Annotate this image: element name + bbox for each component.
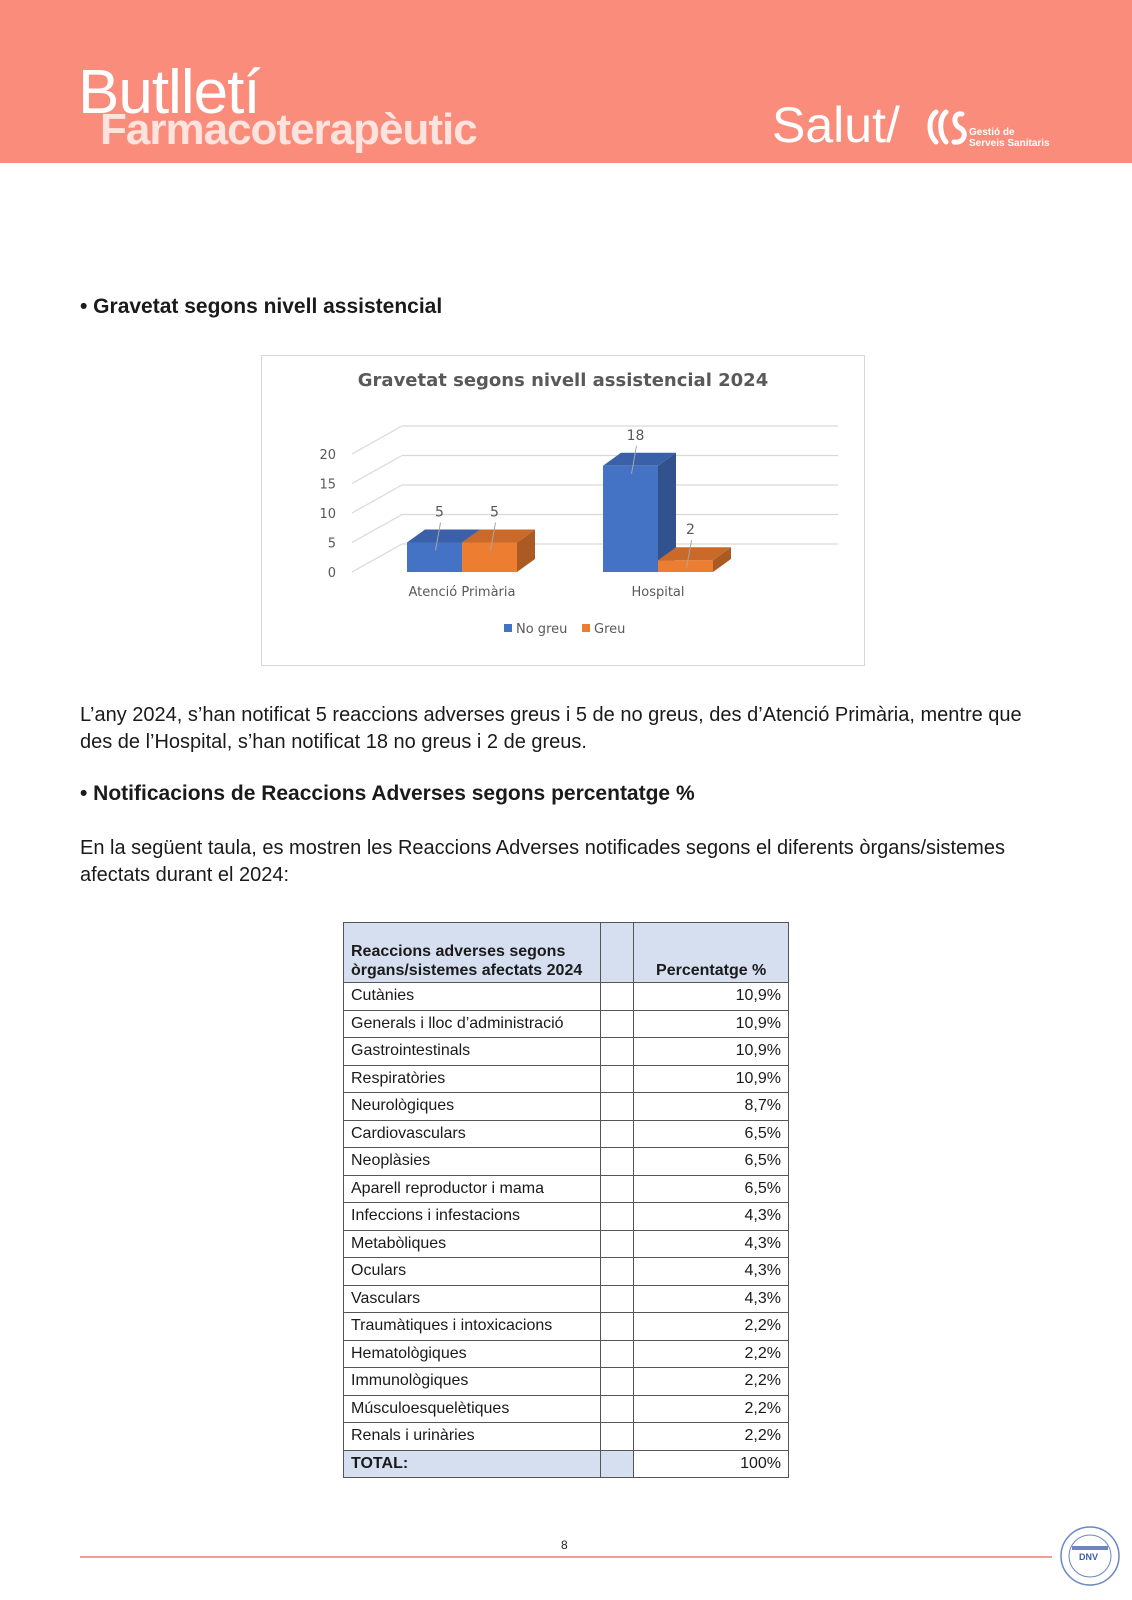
gridline-side [352,515,402,543]
total-percentage: 100% [634,1450,789,1478]
table-row [344,1258,789,1286]
org-name [969,127,1050,149]
table-header-label: Reaccions adverses segons òrgans/sistemes afectats 2024 [344,923,601,983]
row-percentage: 10,9% [634,983,789,1011]
bar-1-1 [658,560,713,572]
row-percentage: 2,2% [634,1395,789,1423]
row-label: Generals i lloc d’administració [344,1010,601,1038]
y-tick-label: 20 [319,448,336,463]
org-name-line2: Serveis Sanitaris [969,138,1050,149]
salut-logo-text: Salut/ [772,97,900,153]
legend-swatch [504,624,512,632]
row-spacer [601,1038,634,1066]
table-header-row [344,923,789,983]
row-label: Oculars [344,1258,601,1286]
footer-divider [80,1556,1052,1558]
table-row [344,983,789,1011]
y-tick-label: 5 [327,536,336,552]
row-label: Cardiovasculars [344,1120,601,1148]
row-percentage: 10,9% [634,1010,789,1038]
table-row [344,1395,789,1423]
table-row [344,1120,789,1148]
header-banner [0,0,1132,163]
gridline-side [352,485,402,513]
total-label: TOTAL: [344,1450,601,1478]
x-tick-label: Atenció Primària [408,585,516,600]
row-percentage: 2,2% [634,1423,789,1451]
gridline-side [352,426,402,454]
row-percentage: 4,3% [634,1230,789,1258]
row-spacer [601,1395,634,1423]
row-spacer [601,1093,634,1121]
chart-title: Gravetat segons nivell assistencial 2024 [357,370,769,391]
severity-chart [262,356,864,665]
row-label: Aparell reproductor i mama [344,1175,601,1203]
row-percentage: 2,2% [634,1368,789,1396]
row-label: Vasculars [344,1285,601,1313]
chart-container [261,355,865,666]
row-percentage: 4,3% [634,1285,789,1313]
brand-title: Butlletí [78,58,260,127]
table-row [344,1230,789,1258]
row-spacer [601,1368,634,1396]
table-header-percentage: Percentatge % [634,923,789,983]
page-number: 8 [561,1538,568,1552]
bar-0-1 [462,543,517,573]
table-intro-paragraph: En la següent taula, es mostren les Reaccions Adverses notificades segons el diferents òrgans/sistemes afectats durant el 2024: [80,837,1005,886]
row-spacer [601,1230,634,1258]
table-row [344,1093,789,1121]
legend-label: No greu [516,622,568,637]
table-row [344,1010,789,1038]
row-spacer [601,1010,634,1038]
row-percentage: 6,5% [634,1175,789,1203]
row-spacer [601,1065,634,1093]
table-row [344,1175,789,1203]
row-percentage: 6,5% [634,1148,789,1176]
row-label: Renals i urinàries [344,1423,601,1451]
table-row [344,1148,789,1176]
row-spacer [601,1258,634,1286]
row-spacer [601,1313,634,1341]
row-label: Immunològiques [344,1368,601,1396]
table-row [344,1340,789,1368]
row-percentage: 10,9% [634,1038,789,1066]
row-label: Cutànies [344,983,601,1011]
row-label: Músculoesquelètiques [344,1395,601,1423]
data-label: 5 [490,504,499,521]
data-label: 5 [435,504,444,521]
row-label: Neurològiques [344,1093,601,1121]
row-spacer [601,1175,634,1203]
row-percentage: 8,7% [634,1093,789,1121]
row-label: Hematològiques [344,1340,601,1368]
bar-1-0 [603,466,658,572]
table-row [344,1285,789,1313]
row-spacer [601,1148,634,1176]
section-heading-percentage: • Notificacions de Reaccions Adverses segons percentatge % [80,782,695,805]
y-tick-label: 10 [319,507,336,522]
row-label: Infeccions i infestacions [344,1203,601,1231]
adverse-reactions-table [343,922,789,1478]
gss-logo-icon [926,108,972,148]
row-label: Neoplàsies [344,1148,601,1176]
row-label: Gastrointestinals [344,1038,601,1066]
row-percentage: 2,2% [634,1313,789,1341]
y-tick-label: 0 [327,566,336,581]
row-label: Respiratòries [344,1065,601,1093]
row-percentage: 4,3% [634,1258,789,1286]
certification-seal-label: DNV [1079,1552,1099,1562]
table-row [344,1203,789,1231]
severity-paragraph: L’any 2024, s’han notificat 5 reaccions adverses greus i 5 de no greus, des d’Atenció Primària, mentre que des de l’Hospital, s’han notificat 18 no greus i 2 de greus. [80,704,1022,753]
bar-0-0 [407,543,462,573]
row-spacer [601,1203,634,1231]
section-heading-severity: • Gravetat segons nivell assistencial [80,295,443,318]
org-name-line1: Gestió de [969,127,1015,138]
row-spacer [601,1423,634,1451]
y-tick-label: 15 [319,477,336,493]
table-row [344,1038,789,1066]
data-label: 18 [626,427,645,444]
row-percentage: 4,3% [634,1203,789,1231]
table-body [344,983,789,1451]
table-row [344,1368,789,1396]
row-percentage: 10,9% [634,1065,789,1093]
gridline-side [352,544,402,572]
row-label: Metabòliques [344,1230,601,1258]
legend-swatch [582,624,590,632]
row-label: Traumàtiques i intoxicacions [344,1313,601,1341]
row-spacer [601,983,634,1011]
legend-label: Greu [594,622,626,637]
x-tick-label: Hospital [631,585,685,600]
gridline-side [352,456,402,484]
row-spacer [601,1120,634,1148]
table-row [344,1065,789,1093]
row-spacer [601,1340,634,1368]
row-percentage: 6,5% [634,1120,789,1148]
brand-subtitle: Farmacoterapèutic [100,105,477,154]
row-spacer [601,1285,634,1313]
table-total-row [344,1450,789,1478]
data-label: 2 [686,522,695,539]
row-percentage: 2,2% [634,1340,789,1368]
table-header-spacer [601,923,634,983]
table-row [344,1313,789,1341]
total-spacer [601,1450,634,1478]
table-row [344,1423,789,1451]
